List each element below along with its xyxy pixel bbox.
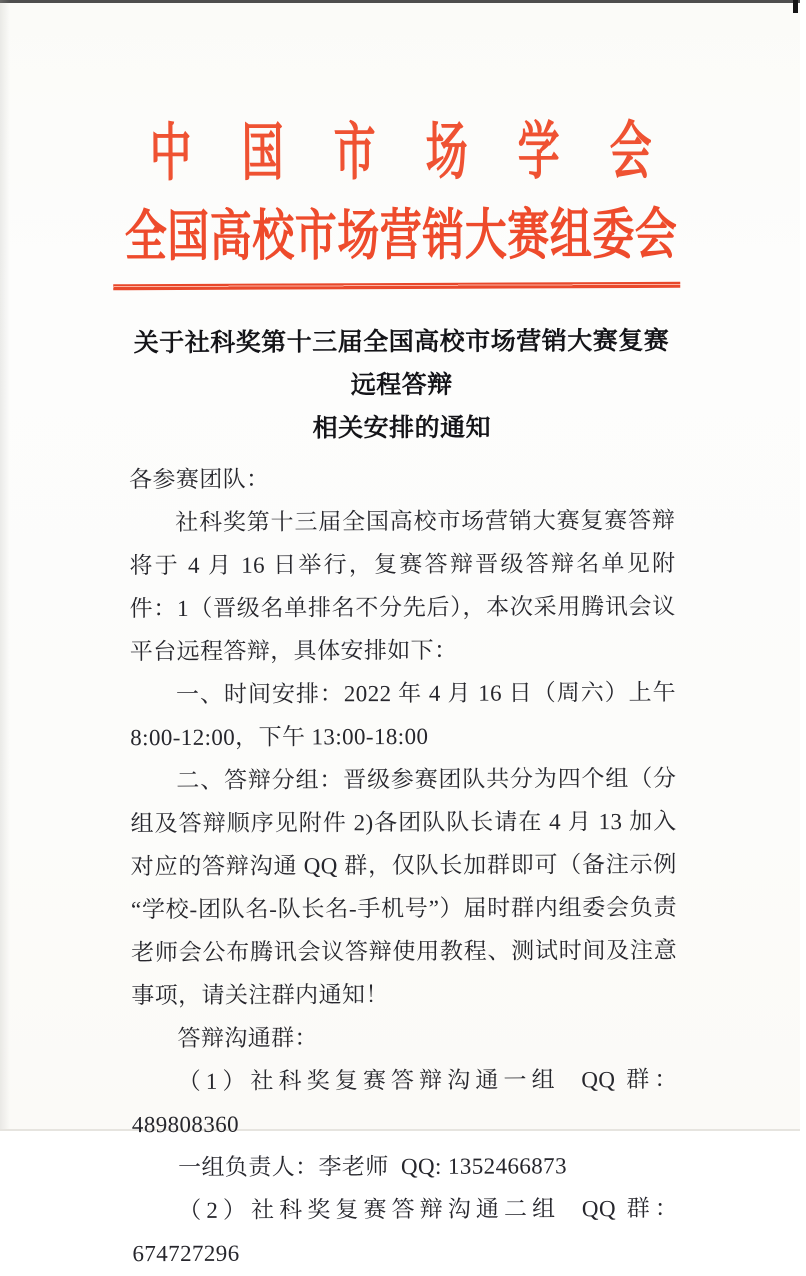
org-name: 中国市场学会 xyxy=(149,118,702,190)
committee-name: 全国高校市场营销大赛组委会 xyxy=(124,205,678,269)
org-name-row xyxy=(1,119,801,188)
qq-group-1-line: （1）社科奖复赛答辩沟通一组 QQ 群：489808360 xyxy=(131,1066,678,1138)
paragraph-defense-grouping: 二、答辩分组：晋级参赛团队共分为四个组（分组及答辩顺序见附件 2)各团队队长请在 4 月 13 加入对应的答辩沟通 QQ 群，仅队长加群即可（备注示例“学校-团队名-队长名-手机号”）届时群内组委会负责老师会公布腾讯会议答辩使用教程、测试时间及注意事项，请关注群内通知！ xyxy=(130,765,678,1009)
letterhead-divider-rule xyxy=(113,282,680,290)
notice-title xyxy=(128,320,675,451)
letterhead xyxy=(1,119,802,290)
notice-title-line2: 相关安排的通知 xyxy=(312,414,492,443)
notice-body xyxy=(1,319,805,1275)
paragraph-time-arrangement: 一、时间安排：2022 年 4 月 16 日（周六）上午 8:00-12:00，下午 13:00-18:00 xyxy=(130,679,683,751)
qq-groups-header-line: 答辩沟通群： xyxy=(177,1025,318,1051)
committee-name-row xyxy=(1,206,801,267)
qq-group-2-line: （2）社科奖复赛答辩沟通二组 QQ 群：674727296 xyxy=(132,1195,679,1267)
group-1-leader-line: 一组负责人：李老师 QQ: 1352466873 xyxy=(178,1153,568,1180)
paragraph-intro: 社科奖第十三届全国高校市场营销大赛复赛答辩将于 4 月 16 日举行，复赛答辩晋级答辩名单见附件：1（晋级名单排名不分先后），本次采用腾讯会议平台远程答辩，具体安排如下： xyxy=(129,507,676,665)
salutation-line: 各参赛团队： xyxy=(129,466,270,493)
notice-title-line1: 关于社科奖第十三届全国高校市场营销大赛复赛远程答辩 xyxy=(133,327,670,400)
